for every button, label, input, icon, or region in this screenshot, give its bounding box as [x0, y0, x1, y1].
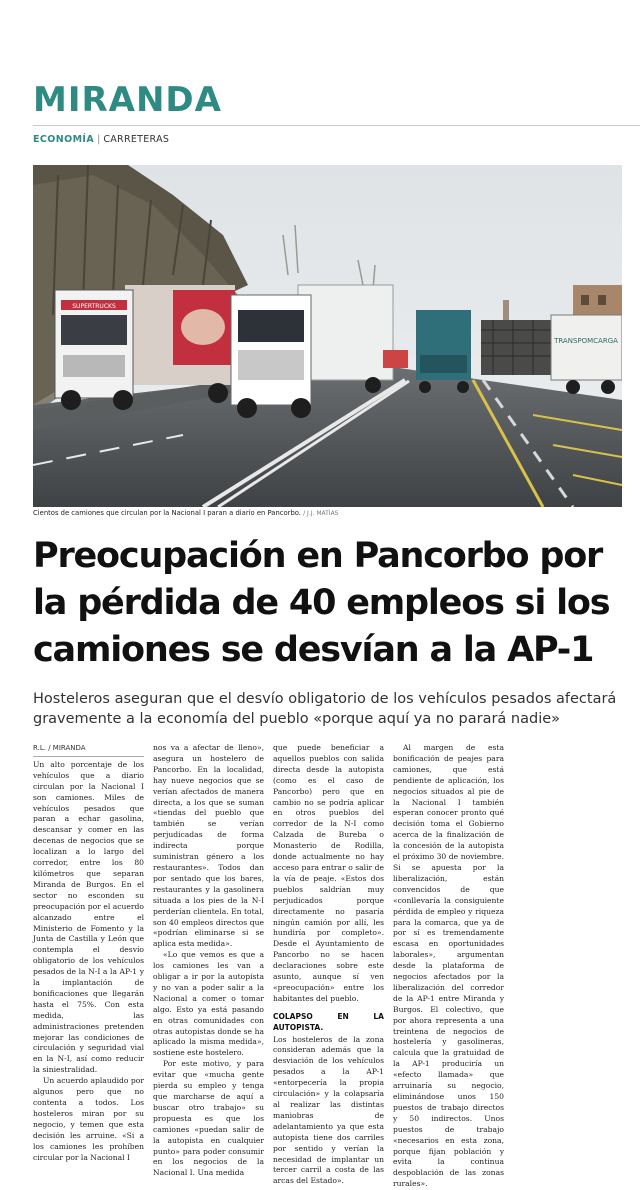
- breadcrumb: [33, 134, 169, 145]
- caption-text: Cientos de camiones que circulan por la Nacional I paran a diario en Pancorbo.: [33, 509, 301, 517]
- article-body: [33, 743, 625, 1189]
- paragraph: Un acuerdo aplaudido por algunos pero que no contenta a todos. Los hosteleros miran por su negocio, y temen que esta decisión les arruine. «Si a los camiones les prohíben circular por la Nacional I: [33, 1076, 144, 1162]
- paragraph: «Lo que vemos es que a los camiones les van a obligar a ir por la autopista y no van a poder salir a la Nacional a comer o tomar algo. Esto ya está pasando en otras comunidades con otras autopistas donde se ha aplicado la misma medida», sostiene este hostelero.: [153, 950, 264, 1058]
- photo-caption: [33, 509, 338, 517]
- article-photo: [33, 165, 622, 507]
- paragraph: Por este motivo, y para evitar que «mucha gente pierda su empleo y tenga que marcharse de aquí a buscar otro trabajo» su propuesta es que los camiones «puedan salir de la autopista en cualquier punto» para poder consumir en los negocios de la Nacional I. Una medida: [153, 1059, 264, 1178]
- photo-credit: / J.J. MATÍAS: [303, 510, 339, 517]
- paragraph: nos va a afectar de lleno», asegura un hostelero de Pancorbo. En la localidad, hay nueve negocios que se verían afectados de manera directa, a los que se suman «tiendas del pueblo que también se verían perjudicadas de forma indirecta porque suministran género a los restaurantes». Todos dan por sentado que los bares, restaurantes y la gasolinera situada a los pies de la N-I perderían clientela. En total, son 40 empleos directos que «podrían eliminarse si se aplica esta medida».: [153, 743, 264, 949]
- paragraph: que puede beneficiar a aquellos pueblos con salida directa desde la autopista (como es el caso de Pancorbo) pero que en cambio no se podría aplicar en otros pueblos del corredor de la N-I como Calzada de Bureba o Monasterio de Rodilla, donde actualmente no hay acceso para entrar o salir de la vía de peaje. «Estos dos pueblos saldrían muy perjudicados porque directamente no pasaría ningún camión por allí, les hundiría por completo». Desde el Ayuntamiento de Pancorbo no se hacen declaraciones sobre este asunto, aunque sí ven «preocupación» entre los habitantes del pueblo.: [273, 743, 384, 1003]
- article-column-1: [33, 743, 144, 1162]
- paragraph: Al margen de esta bonificación de peajes para camiones, que está pendiente de aplicación, los negocios situados al pie de la Nacional I también esperan conocer pronto qué decisión toma el Gobierno acerca de la finalización de la concesión de la autopista el próximo 30 de noviembre. Si se apuesta por la liberalización, están convencidos de que «conllevaría la consiguiente pérdida de empleo y riqueza para la comarca, que ya de por sí es tremendamente escasa en oportunidades laborales», argumentan desde la plataforma de negocios afectados por la liberalización del corredor de la AP-1 entre Miranda y Burgos. El colectivo, que por ahora representa a una treintena de negocios de hostelería y gasolineras, calcula que la gratuidad de la AP-1 produciría un «efecto llamada» que arruinaría su negocio, eliminándose unos 150 puestos de trabajo directos y 50 indirectos. Unos puestos de trabajo «necesarios en esta zona, porque fijan población y evita la continua despoblación de las zonas rurales».: [393, 743, 504, 1189]
- truck-trailer-text: TRANSPOMCARGA: [554, 337, 618, 345]
- subheading: COLAPSO EN LA AUTOPISTA.: [273, 1011, 384, 1032]
- article-column-2: [153, 743, 264, 1178]
- header-rule: [33, 125, 640, 126]
- breadcrumb-primary[interactable]: ECONOMÍA: [33, 134, 95, 145]
- breadcrumb-secondary[interactable]: CARRETERAS: [103, 134, 170, 145]
- article-column-3: [273, 743, 384, 1186]
- article-column-4: [393, 743, 504, 1189]
- section-title: MIRANDA: [33, 80, 222, 120]
- byline: R.L. / MIRANDA: [33, 743, 144, 757]
- paragraph: Un alto porcentaje de los vehículos que a diario circulan por la Nacional I son camiones. Miles de vehículos pesados que paran a echar gasolina, descansar y comer en las decenas de negocios que se localizan a lo largo del corredor, entre los 80 kilómetros que separan Miranda de Burgos. En el sector no esconden su preocupación por el acuerdo alcanzado entre el Ministerio de Fomento y la Junta de Castilla y León que contempla el desvío obligatorio de los vehículos pesados de la N-I a la AP-1 y la implantación de bonificaciones que llegarán hasta el 75%. Con esta medida, las administraciones pretenden mejorar las condiciones de circulación y seguridad vial en la N-I, así como reducir la siniestralidad.: [33, 759, 144, 1075]
- truck-cab-text: SUPERTRUCKS: [72, 303, 116, 310]
- breadcrumb-separator: |: [97, 134, 101, 145]
- headline: Preocupación en Pancorbo por la pérdida de 40 empleos si los camiones se desvían a la AP-1: [33, 536, 610, 670]
- subtitle: Hosteleros aseguran que el desvío obligatorio de los vehículos pesados afectará gravemente a la economía del pueblo «porque aquí ya no parará nadie»: [33, 691, 617, 727]
- paragraph: Los hosteleros de la zona consideran además que la desviación de los vehículos pesados a la AP-1 «entorpecería la propia circulación» y la colapsaría al realizar las distintas maniobras de adelantamiento ya que esta autopista tiene dos carriles por sentido y verían la necesidad de implantar un tercer carril a costa de las arcas del Estado».: [273, 1034, 384, 1186]
